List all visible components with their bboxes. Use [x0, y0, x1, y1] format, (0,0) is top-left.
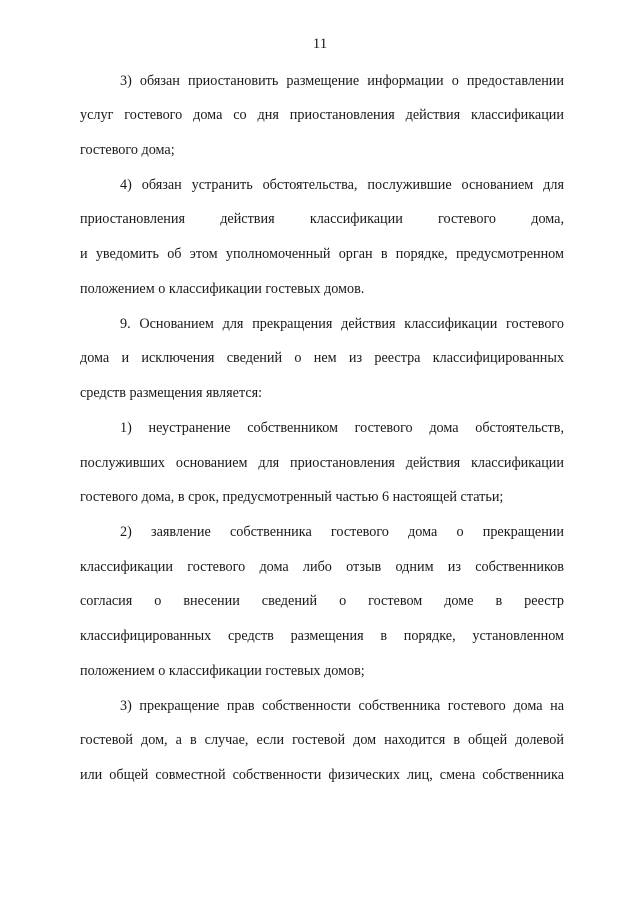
- text-line: положением о классификации гостевых домов.: [80, 281, 365, 297]
- text-line: гостевого дома;: [80, 142, 175, 158]
- text-line: классификации гостевого дома либо отзыв одним из собственников: [80, 559, 564, 575]
- text-line: и уведомить об этом уполномоченный орган в порядке, предусмотренном: [80, 246, 564, 262]
- text-line: классифицированных средств размещения в порядке, установленном: [80, 628, 564, 644]
- text-line: 2) заявление собственника гостевого дома о прекращении: [120, 524, 564, 540]
- text-line: гостевого дома, в срок, предусмотренный частью 6 настоящей статьи;: [80, 489, 504, 505]
- text-line: послуживших основанием для приостановления действия классификации: [80, 455, 564, 471]
- text-line: 3) обязан приостановить размещение информации о предоставлении: [120, 73, 564, 89]
- page-number: 11: [312, 36, 328, 52]
- text-line: или общей совместной собственности физических лиц, смена собственника: [80, 767, 564, 783]
- text-line: 4) обязан устранить обстоятельства, послужившие основанием для: [120, 177, 564, 193]
- text-line: услуг гостевого дома со дня приостановления действия классификации: [80, 107, 564, 123]
- text-line: гостевой дом, а в случае, если гостевой дом находится в общей долевой: [80, 732, 564, 748]
- text-line: 9. Основанием для прекращения действия классификации гостевого: [120, 316, 564, 332]
- text-line: средств размещения является:: [80, 385, 263, 401]
- text-line: положением о классификации гостевых домов;: [80, 663, 365, 679]
- text-line: дома и исключения сведений о нем из реестра классифицированных: [80, 350, 564, 366]
- text-line: 3) прекращение прав собственности собственника гостевого дома на: [120, 698, 564, 714]
- text-line: 1) неустранение собственником гостевого дома обстоятельств,: [120, 420, 564, 436]
- text-line: приостановления действия классификации гостевого дома,: [80, 211, 564, 227]
- text-line: согласия о внесении сведений о гостевом доме в реестр: [80, 593, 564, 609]
